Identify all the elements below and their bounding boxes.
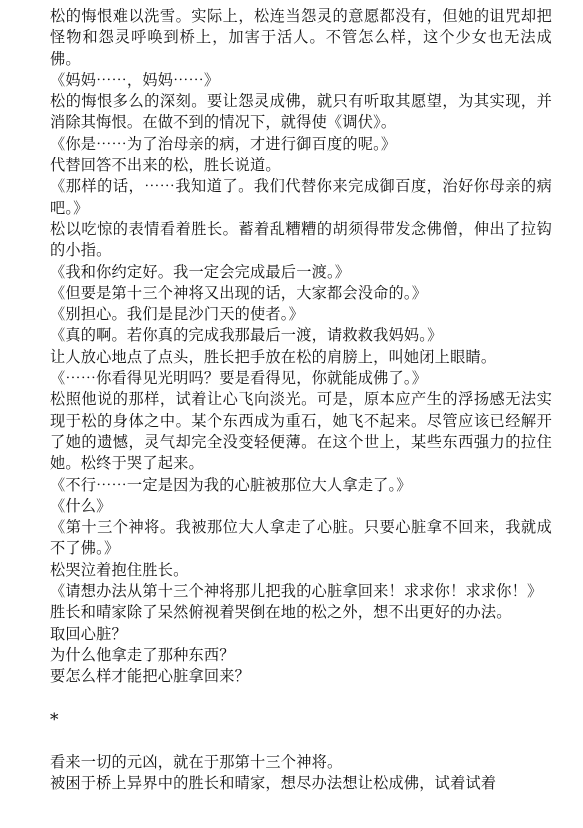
paragraph: 松哭泣着抱住胜长。 (50, 560, 189, 579)
paragraph: 代替回答不出来的松，胜长说道。 (50, 156, 281, 175)
paragraph: 松以吃惊的表情看着胜长。蓄着乱糟糟的胡须得带发念佛僧，伸出了拉钩的小指。 (50, 219, 552, 260)
paragraph: 《第十三个神将。我被那位大人拿走了心脏。只要心脏拿不回来，我就成不了佛。》 (50, 518, 552, 558)
paragraph: 《我和你约定好。我一定会完成最后一渡。》 (50, 262, 351, 281)
paragraph: 《请想办法从第十三个神将那儿把我的心脏拿回来！求求你！求求你！》 (50, 582, 543, 601)
paragraph: 《别担心。我们是昆沙门天的使者。》 (50, 305, 304, 324)
paragraph: 要怎么样才能把心脏拿回来？ (50, 667, 251, 686)
paragraph: 为什么他拿走了那种东西？ (50, 645, 235, 664)
paragraph: 《不行⋯⋯一定是因为我的心脏被那位大人拿走了。》 (50, 475, 412, 494)
paragraph: 松照他说的那样，试着让心飞向淡光。可是，原本应产生的浮扬感无法实现于松的身体之中。某个东西成为重石，她飞不起来。尽管应该已经解开了她的遗憾，灵气却完全没变轻便薄。在这个世上，某些东西强力的拉住她。松终于哭了起来。 (50, 390, 552, 473)
paragraph: 被困于桥上异界中的胜长和晴家，想尽办法想让松成佛，试着试着 (50, 774, 497, 793)
paragraph: 取回心脏？ (50, 624, 127, 643)
paragraph: 让人放心地点了点头，胜长把手放在松的肩膀上，叫她闭上眼睛。 (50, 347, 497, 366)
paragraph: 《你是⋯⋯为了治母亲的病，才进行御百度的呢。》 (50, 134, 397, 153)
paragraph: 《真的啊。若你真的完成我那最后一渡，请救救我妈妈。》 (50, 326, 443, 345)
document-page (50, 6, 552, 795)
section-separator: * (50, 709, 59, 730)
paragraph: 看来一切的元凶，就在于那第十三个神将。 (50, 753, 343, 772)
paragraph: 《什么》 (50, 496, 112, 515)
paragraph: 松的悔恨难以洗雪。实际上，松连当怨灵的意愿都没有，但她的诅咒却把怪物和怨灵呼唤到桥上，加害于活人。不管怎么样，这个少女也无法成佛。 (50, 7, 552, 68)
blank-line (50, 731, 552, 752)
paragraph: 《⋯⋯你看得见光明吗？要是看得见，你就能成佛了。》 (50, 369, 428, 388)
paragraph: 《但要是第十三个神将又出现的话，大家都会没命的。》 (50, 283, 428, 302)
paragraph: 松的悔恨多么的深刻。要让怨灵成佛，就只有听取其愿望，为其实现，并消除其悔恨。在做不到的情况下，就得使《调伏》。 (50, 92, 552, 132)
paragraph: 《妈妈⋯⋯，妈妈⋯⋯》 (50, 70, 220, 89)
paragraph: 胜长和晴家除了呆然俯视着哭倒在地的松之外，想不出更好的办法。 (50, 603, 512, 622)
paragraph: 《那样的话，⋯⋯我知道了。我们代替你来完成御百度，治好你母亲的病吧。》 (50, 177, 552, 217)
blank-line (50, 688, 552, 709)
